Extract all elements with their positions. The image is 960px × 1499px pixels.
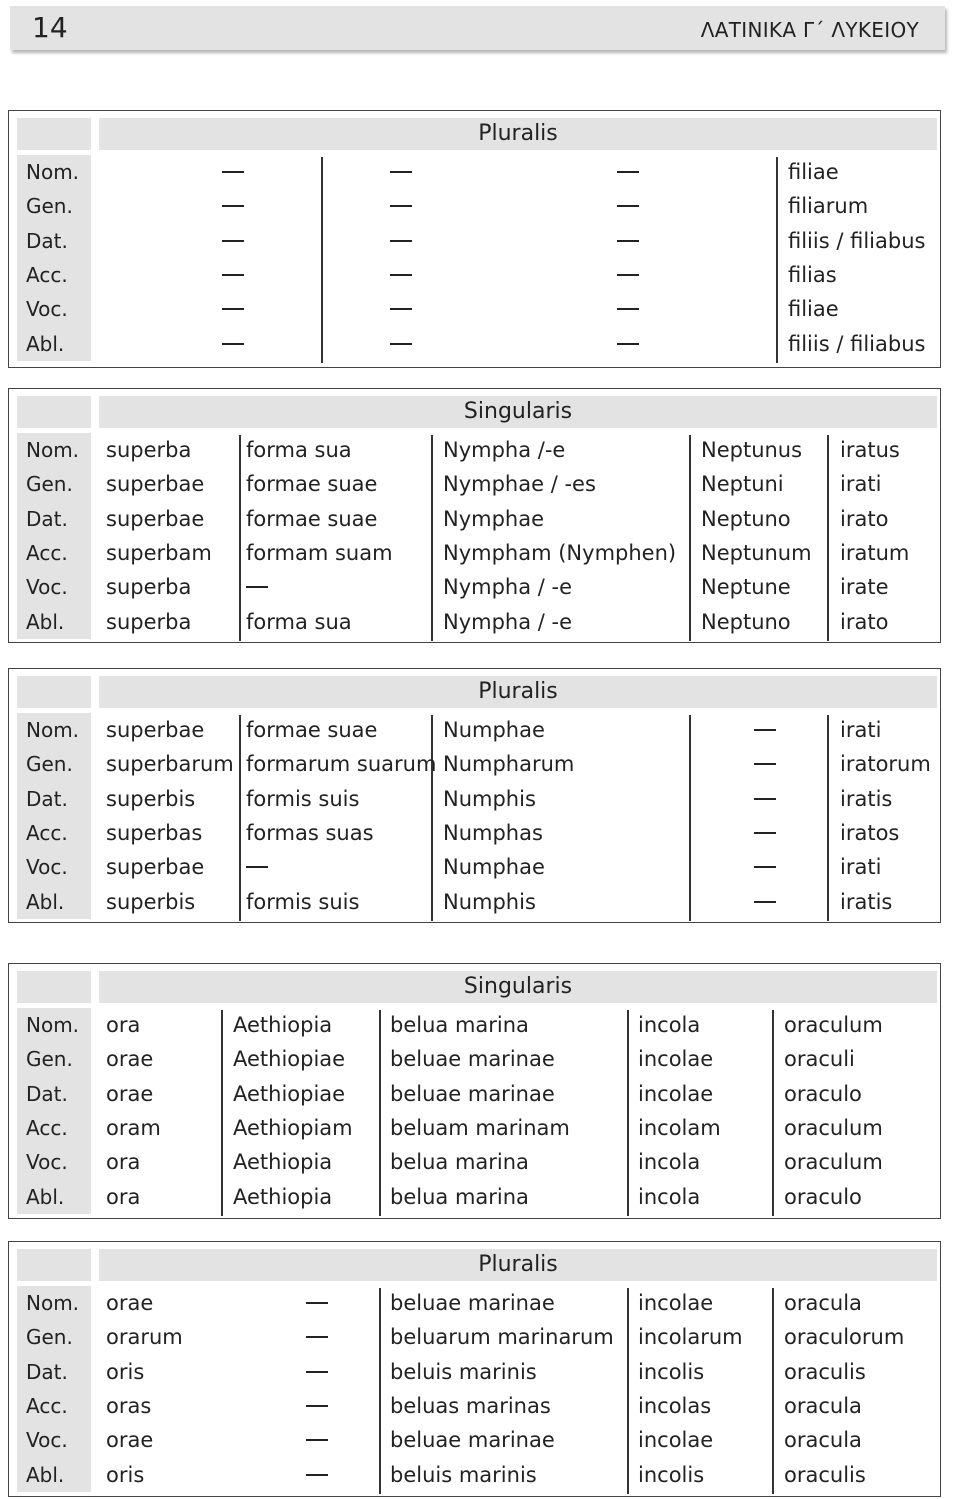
form-cell: oris bbox=[106, 1462, 145, 1487]
form-cell: Neptuno bbox=[701, 609, 791, 634]
empty-form-dash bbox=[390, 343, 412, 345]
case-label: Abl. bbox=[26, 1184, 65, 1209]
case-label: Dat. bbox=[26, 228, 68, 253]
form-cell: oraculo bbox=[784, 1184, 862, 1209]
table-row bbox=[9, 1145, 940, 1179]
table-row bbox=[9, 713, 940, 747]
case-label: Acc. bbox=[26, 1115, 68, 1140]
form-cell: Nymphae bbox=[443, 506, 545, 531]
form-cell: orae bbox=[106, 1291, 154, 1315]
header-corner bbox=[17, 396, 91, 428]
header-corner bbox=[17, 118, 91, 150]
table-row bbox=[9, 292, 940, 326]
table-row bbox=[9, 570, 940, 604]
form-cell: superbam bbox=[106, 540, 212, 565]
empty-form-dash bbox=[754, 901, 776, 903]
case-label: Gen. bbox=[26, 752, 73, 777]
form-cell: orarum bbox=[106, 1325, 183, 1350]
case-label: Dat. bbox=[26, 786, 68, 811]
form-cell: irate bbox=[840, 575, 889, 600]
form-cell: beluis marinis bbox=[390, 1462, 537, 1487]
case-label: Nom. bbox=[26, 160, 80, 184]
form-cell: superba bbox=[106, 575, 192, 600]
form-cell: incola bbox=[638, 1184, 701, 1209]
table-row bbox=[9, 1389, 940, 1423]
table-row bbox=[9, 782, 940, 816]
table-row bbox=[9, 155, 940, 189]
form-cell: Aethiopia bbox=[233, 1013, 333, 1037]
form-cell: ora bbox=[106, 1184, 141, 1209]
form-cell: formarum suarum bbox=[246, 752, 437, 777]
form-cell: Neptune bbox=[701, 575, 791, 600]
form-cell: beluae marinae bbox=[390, 1428, 555, 1453]
form-cell: oraculum bbox=[784, 1013, 883, 1037]
form-cell: Numphis bbox=[443, 889, 536, 914]
form-cell: ora bbox=[106, 1013, 141, 1037]
form-cell: filiis / filiabus bbox=[788, 228, 926, 253]
form-cell: oras bbox=[106, 1393, 152, 1418]
form-cell: Neptunum bbox=[701, 540, 812, 565]
form-cell: filiis / filiabus bbox=[788, 331, 926, 356]
form-cell: oraculum bbox=[784, 1150, 883, 1175]
case-label: Gen. bbox=[26, 1325, 73, 1350]
empty-form-dash bbox=[617, 308, 639, 310]
form-cell: superba bbox=[106, 438, 192, 462]
case-label: Nom. bbox=[26, 438, 80, 462]
form-cell: forma sua bbox=[246, 438, 352, 462]
form-cell: oraculi bbox=[784, 1047, 855, 1072]
table-row bbox=[9, 1042, 940, 1076]
form-cell: forma sua bbox=[246, 609, 352, 634]
form-cell: belua marina bbox=[390, 1150, 529, 1175]
table-row bbox=[9, 189, 940, 223]
case-label: Abl. bbox=[26, 609, 65, 634]
number-heading: Singularis bbox=[99, 971, 937, 1003]
table-row bbox=[9, 1077, 940, 1111]
empty-form-dash bbox=[306, 1405, 328, 1407]
declension-table bbox=[8, 388, 941, 643]
empty-form-dash bbox=[222, 274, 244, 276]
table-row bbox=[9, 885, 940, 919]
form-cell: Numphae bbox=[443, 718, 545, 742]
page-header bbox=[10, 6, 945, 50]
empty-form-dash bbox=[222, 343, 244, 345]
empty-form-dash bbox=[617, 240, 639, 242]
form-cell: formam suam bbox=[246, 540, 393, 565]
empty-form-dash bbox=[246, 866, 268, 868]
empty-form-dash bbox=[390, 274, 412, 276]
empty-form-dash bbox=[306, 1336, 328, 1338]
empty-form-dash bbox=[390, 240, 412, 242]
form-cell: Numphas bbox=[443, 820, 543, 845]
table-row bbox=[9, 536, 940, 570]
number-heading: Pluralis bbox=[99, 1249, 937, 1281]
case-label: Acc. bbox=[26, 262, 68, 287]
table-row bbox=[9, 850, 940, 884]
table-row bbox=[9, 224, 940, 258]
form-cell: orae bbox=[106, 1428, 154, 1453]
form-cell: Numphis bbox=[443, 786, 536, 811]
empty-form-dash bbox=[617, 171, 639, 173]
running-title: ΛΑΤΙΝΙΚΑ Γ΄ ΛΥΚΕΙΟΥ bbox=[700, 18, 919, 42]
form-cell: superba bbox=[106, 609, 192, 634]
case-label: Dat. bbox=[26, 506, 68, 531]
form-cell: incolae bbox=[638, 1081, 714, 1106]
table-row bbox=[9, 1286, 940, 1320]
case-label: Acc. bbox=[26, 540, 68, 565]
empty-form-dash bbox=[617, 205, 639, 207]
form-cell: Aethiopiam bbox=[233, 1115, 353, 1140]
form-cell: Numpharum bbox=[443, 752, 575, 777]
form-cell: iratum bbox=[840, 540, 910, 565]
empty-form-dash bbox=[754, 798, 776, 800]
table-row bbox=[9, 1320, 940, 1354]
form-cell: incolae bbox=[638, 1291, 714, 1315]
case-label: Voc. bbox=[26, 1428, 68, 1453]
form-cell: Nympham (Nymphen) bbox=[443, 540, 677, 565]
form-cell: Neptunus bbox=[701, 438, 803, 462]
form-cell: superbarum bbox=[106, 752, 234, 777]
case-label: Nom. bbox=[26, 718, 80, 742]
table-row bbox=[9, 605, 940, 639]
empty-form-dash bbox=[754, 866, 776, 868]
header-corner bbox=[17, 971, 91, 1003]
case-label: Acc. bbox=[26, 820, 68, 845]
form-cell: oracula bbox=[784, 1428, 862, 1453]
form-cell: incolas bbox=[638, 1393, 712, 1418]
form-cell: incola bbox=[638, 1013, 701, 1037]
form-cell: Aethiopia bbox=[233, 1150, 333, 1175]
form-cell: incolae bbox=[638, 1047, 714, 1072]
case-label: Dat. bbox=[26, 1359, 68, 1384]
form-cell: formas suas bbox=[246, 820, 374, 845]
form-cell: irato bbox=[840, 506, 889, 531]
number-heading: Pluralis bbox=[99, 118, 937, 150]
form-cell: beluam marinam bbox=[390, 1115, 570, 1140]
form-cell: superbae bbox=[106, 472, 205, 497]
table-row bbox=[9, 433, 940, 467]
case-label: Gen. bbox=[26, 1047, 73, 1072]
form-cell: iratis bbox=[840, 889, 893, 914]
form-cell: oracula bbox=[784, 1393, 862, 1418]
form-cell: iratos bbox=[840, 820, 900, 845]
table-row bbox=[9, 1111, 940, 1145]
table-row bbox=[9, 1008, 940, 1042]
form-cell: Nympha / -e bbox=[443, 609, 573, 634]
form-cell: Aethiopia bbox=[233, 1184, 333, 1209]
empty-form-dash bbox=[390, 308, 412, 310]
empty-form-dash bbox=[390, 171, 412, 173]
form-cell: oraculis bbox=[784, 1359, 866, 1384]
table-row bbox=[9, 258, 940, 292]
form-cell: formae suae bbox=[246, 718, 378, 742]
table-row bbox=[9, 1180, 940, 1214]
empty-form-dash bbox=[754, 763, 776, 765]
table-row bbox=[9, 1458, 940, 1492]
form-cell: oris bbox=[106, 1359, 145, 1384]
declension-table bbox=[8, 1241, 941, 1497]
header-corner bbox=[17, 676, 91, 708]
form-cell: formae suae bbox=[246, 506, 378, 531]
form-cell: incolis bbox=[638, 1462, 705, 1487]
form-cell: oraculum bbox=[784, 1115, 883, 1140]
empty-form-dash bbox=[306, 1302, 328, 1304]
form-cell: belua marina bbox=[390, 1013, 529, 1037]
form-cell: superbis bbox=[106, 786, 196, 811]
table-row bbox=[9, 502, 940, 536]
form-cell: irati bbox=[840, 718, 882, 742]
declension-table bbox=[8, 963, 941, 1219]
empty-form-dash bbox=[306, 1439, 328, 1441]
case-label: Nom. bbox=[26, 1291, 80, 1315]
form-cell: superbis bbox=[106, 889, 196, 914]
form-cell: beluis marinis bbox=[390, 1359, 537, 1384]
empty-form-dash bbox=[222, 205, 244, 207]
form-cell: ora bbox=[106, 1150, 141, 1175]
form-cell: oraculorum bbox=[784, 1325, 905, 1350]
case-label: Abl. bbox=[26, 889, 65, 914]
form-cell: irato bbox=[840, 609, 889, 634]
form-cell: Nymphae / -es bbox=[443, 472, 596, 497]
case-label: Voc. bbox=[26, 855, 68, 880]
case-label: Nom. bbox=[26, 1013, 80, 1037]
form-cell: superbas bbox=[106, 820, 203, 845]
table-row bbox=[9, 747, 940, 781]
form-cell: irati bbox=[840, 472, 882, 497]
form-cell: superbae bbox=[106, 855, 205, 880]
declension-table bbox=[8, 668, 941, 923]
form-cell: Neptuno bbox=[701, 506, 791, 531]
form-cell: iratus bbox=[840, 438, 900, 462]
form-cell: formis suis bbox=[246, 889, 360, 914]
form-cell: Aethiopiae bbox=[233, 1047, 346, 1072]
empty-form-dash bbox=[222, 171, 244, 173]
empty-form-dash bbox=[617, 274, 639, 276]
form-cell: oram bbox=[106, 1115, 161, 1140]
form-cell: Nympha /-e bbox=[443, 438, 566, 462]
form-cell: formis suis bbox=[246, 786, 360, 811]
form-cell: incolae bbox=[638, 1428, 714, 1453]
form-cell: belua marina bbox=[390, 1184, 529, 1209]
form-cell: superbae bbox=[106, 718, 205, 742]
form-cell: Neptuni bbox=[701, 472, 784, 497]
form-cell: iratorum bbox=[840, 752, 931, 777]
case-label: Voc. bbox=[26, 575, 68, 600]
header-corner bbox=[17, 1249, 91, 1281]
form-cell: filiae bbox=[788, 160, 839, 184]
empty-form-dash bbox=[222, 308, 244, 310]
case-label: Gen. bbox=[26, 472, 73, 497]
form-cell: superbae bbox=[106, 506, 205, 531]
form-cell: filias bbox=[788, 262, 837, 287]
form-cell: incola bbox=[638, 1150, 701, 1175]
form-cell: beluae marinae bbox=[390, 1291, 555, 1315]
page-number: 14 bbox=[32, 11, 68, 44]
table-row bbox=[9, 816, 940, 850]
form-cell: irati bbox=[840, 855, 882, 880]
form-cell: iratis bbox=[840, 786, 893, 811]
form-cell: beluarum marinarum bbox=[390, 1325, 614, 1350]
number-heading: Singularis bbox=[99, 396, 937, 428]
number-heading: Pluralis bbox=[99, 676, 937, 708]
case-label: Voc. bbox=[26, 1150, 68, 1175]
case-label: Abl. bbox=[26, 331, 65, 356]
form-cell: orae bbox=[106, 1047, 154, 1072]
case-label: Acc. bbox=[26, 1393, 68, 1418]
form-cell: oracula bbox=[784, 1291, 862, 1315]
form-cell: Numphae bbox=[443, 855, 545, 880]
form-cell: filiarum bbox=[788, 194, 869, 219]
empty-form-dash bbox=[222, 240, 244, 242]
empty-form-dash bbox=[306, 1371, 328, 1373]
empty-form-dash bbox=[754, 729, 776, 731]
empty-form-dash bbox=[246, 586, 268, 588]
table-row bbox=[9, 467, 940, 501]
empty-form-dash bbox=[306, 1474, 328, 1476]
form-cell: Aethiopiae bbox=[233, 1081, 346, 1106]
form-cell: incolarum bbox=[638, 1325, 743, 1350]
table-row bbox=[9, 1355, 940, 1389]
form-cell: filiae bbox=[788, 297, 839, 322]
form-cell: oraculo bbox=[784, 1081, 862, 1106]
form-cell: oraculis bbox=[784, 1462, 866, 1487]
table-row bbox=[9, 1423, 940, 1457]
form-cell: formae suae bbox=[246, 472, 378, 497]
empty-form-dash bbox=[390, 205, 412, 207]
case-label: Voc. bbox=[26, 297, 68, 322]
case-label: Abl. bbox=[26, 1462, 65, 1487]
empty-form-dash bbox=[754, 832, 776, 834]
form-cell: beluas marinas bbox=[390, 1393, 551, 1418]
case-label: Dat. bbox=[26, 1081, 68, 1106]
table-row bbox=[9, 327, 940, 361]
form-cell: Nympha / -e bbox=[443, 575, 573, 600]
declension-table bbox=[8, 110, 941, 368]
empty-form-dash bbox=[617, 343, 639, 345]
form-cell: incolis bbox=[638, 1359, 705, 1384]
form-cell: beluae marinae bbox=[390, 1047, 555, 1072]
form-cell: orae bbox=[106, 1081, 154, 1106]
case-label: Gen. bbox=[26, 194, 73, 219]
form-cell: incolam bbox=[638, 1115, 721, 1140]
form-cell: beluae marinae bbox=[390, 1081, 555, 1106]
